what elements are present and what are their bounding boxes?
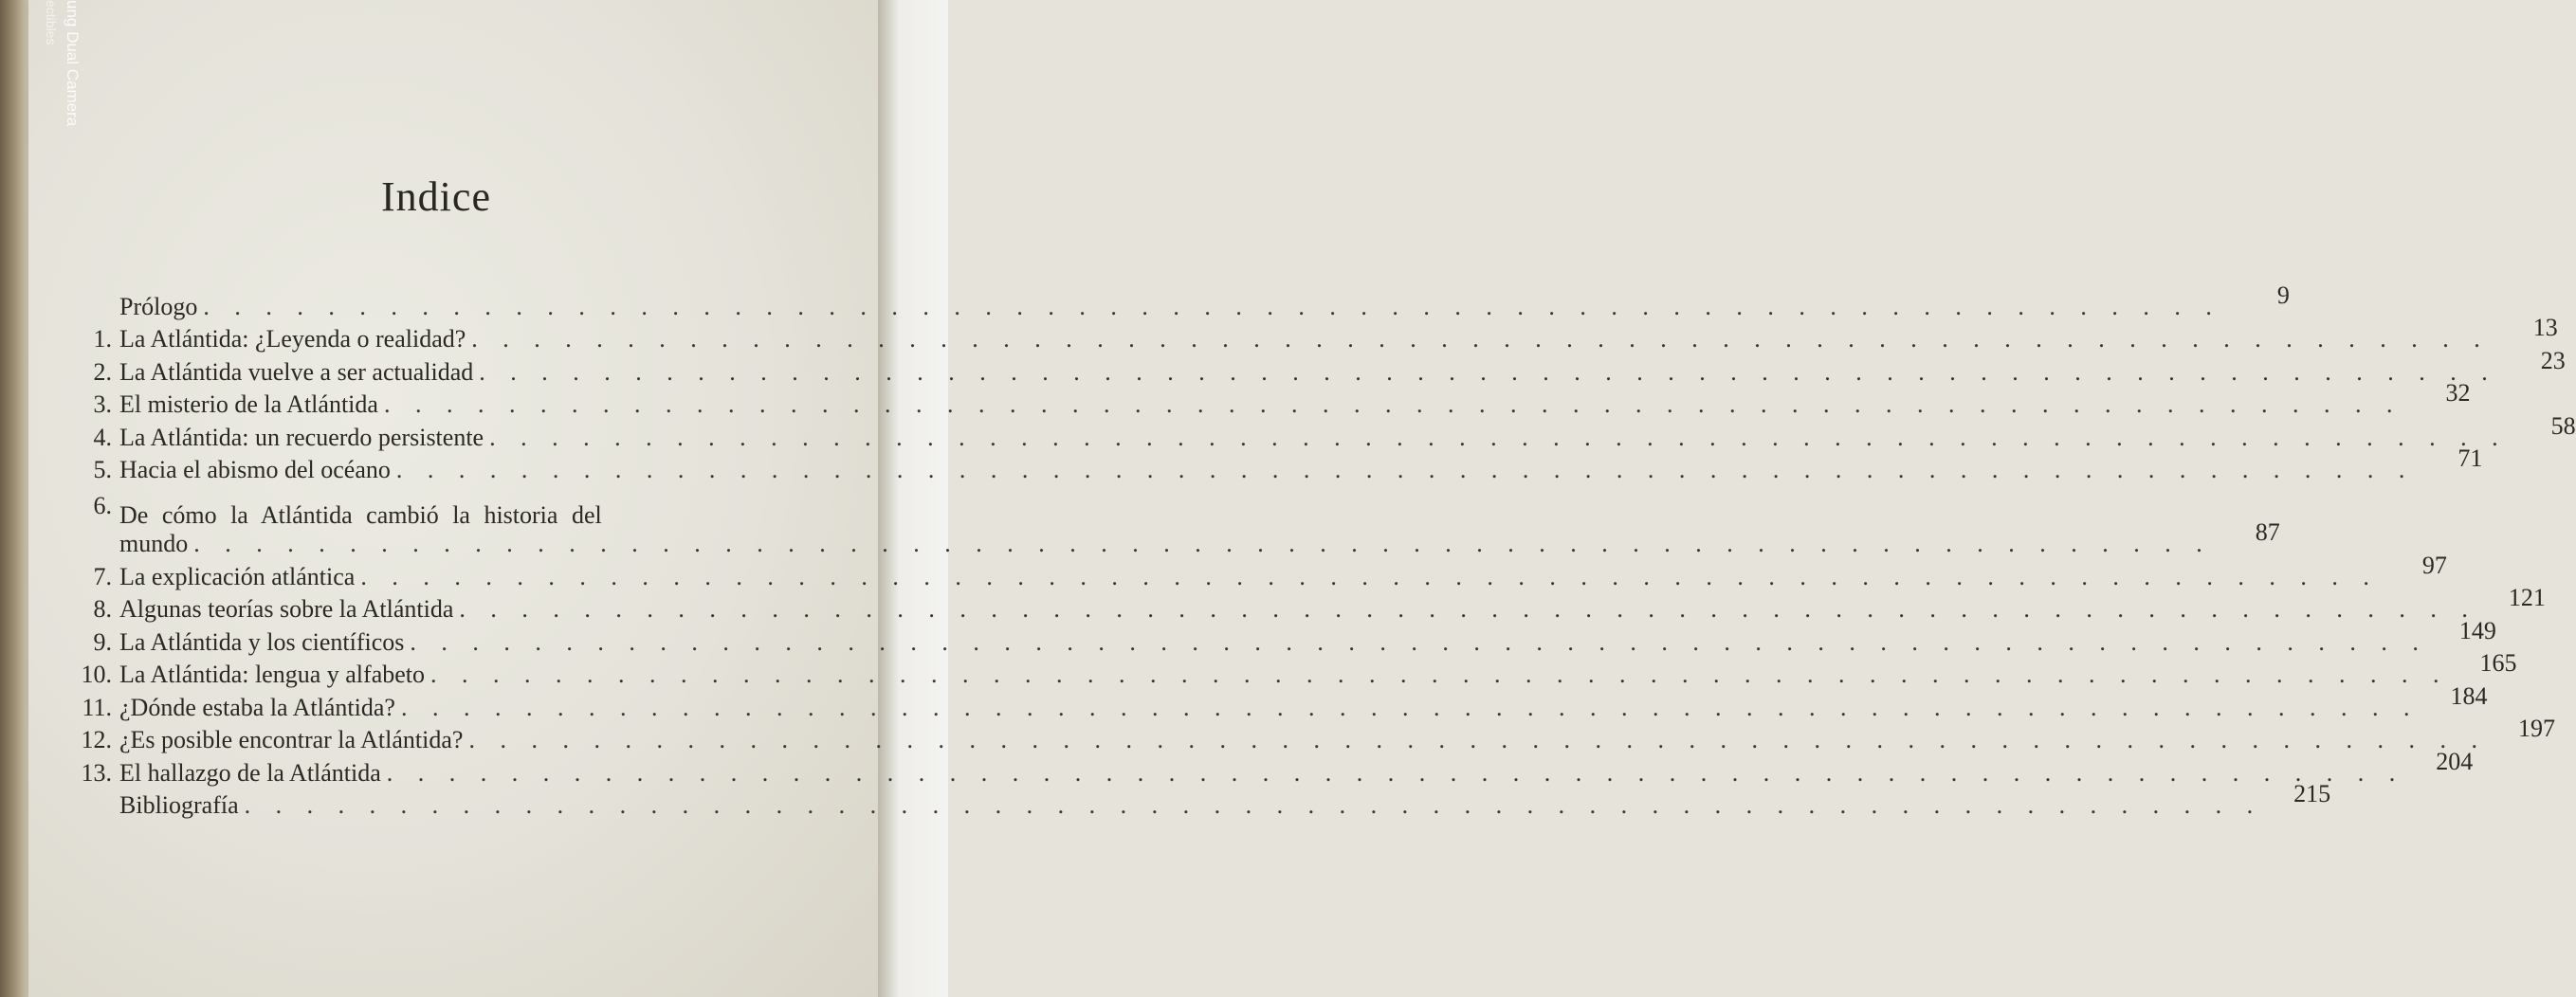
entry-title: Bibliografía bbox=[119, 791, 239, 819]
toc-entry-prologo bbox=[57, 281, 2290, 321]
entry-title: La Atlántida: lengua y alfabeto bbox=[119, 661, 425, 688]
watermark-line-2: ectibles bbox=[44, 0, 59, 45]
page-title: Indice bbox=[381, 173, 491, 220]
entry-page-number: 58 bbox=[2550, 411, 2576, 440]
leader-dots bbox=[396, 456, 2415, 484]
entry-number: 8. bbox=[93, 595, 112, 623]
leader-dots bbox=[387, 759, 2405, 788]
camera-watermark bbox=[42, 0, 89, 190]
entry-number: 6. bbox=[93, 492, 112, 519]
entry-title: Hacia el abismo del océano bbox=[119, 456, 391, 483]
toc-entry-2 bbox=[57, 346, 2566, 387]
entry-page-number: 13 bbox=[2532, 314, 2558, 341]
entry-page-number: 184 bbox=[2450, 681, 2488, 710]
entry-page-number: 121 bbox=[2508, 584, 2546, 611]
entry-title: La Atlántida: ¿Leyenda o realidad? bbox=[119, 325, 466, 353]
entry-page-number: 149 bbox=[2458, 616, 2496, 644]
leader-dots bbox=[459, 595, 2477, 624]
entry-number: 1. bbox=[93, 325, 112, 353]
entry-title: Algunas teorías sobre la Atlántida bbox=[119, 595, 454, 623]
toc-entry-6 bbox=[57, 484, 2280, 558]
toc-entry-1 bbox=[57, 314, 2558, 354]
toc-entry-12 bbox=[57, 715, 2555, 755]
toc-entry-3 bbox=[57, 379, 2471, 420]
entry-page-number: 71 bbox=[2457, 444, 2483, 472]
leader-dots bbox=[401, 694, 2420, 722]
entry-page-number: 197 bbox=[2517, 715, 2555, 742]
entry-page-number: 97 bbox=[2421, 551, 2447, 579]
entry-title: La Atlántida: un recuerdo persistente bbox=[119, 423, 484, 451]
entry-number: 12. bbox=[81, 726, 112, 753]
leader-dots bbox=[203, 293, 2221, 321]
leader-dots bbox=[384, 390, 2402, 419]
toc-entry-5 bbox=[57, 444, 2483, 485]
toc-entry-13 bbox=[57, 747, 2474, 788]
entry-page-number: 32 bbox=[2445, 379, 2471, 407]
leader-dots bbox=[489, 424, 2508, 452]
entry-number: 11. bbox=[82, 693, 112, 721]
entry-number: 5. bbox=[93, 456, 112, 483]
toc-entry-7 bbox=[57, 551, 2447, 591]
entry-number: 10. bbox=[81, 661, 112, 688]
leader-dots bbox=[360, 563, 2379, 591]
leader-dots bbox=[193, 530, 2212, 558]
entry-page-number: 87 bbox=[2255, 518, 2280, 546]
entry-number: 13. bbox=[81, 758, 112, 787]
leader-dots bbox=[430, 661, 2449, 689]
entry-title: Prólogo bbox=[119, 292, 198, 320]
toc-entry-bibliografia bbox=[57, 780, 2331, 821]
entry-title: El hallazgo de la Atlántida bbox=[119, 758, 381, 787]
leader-dots bbox=[471, 325, 2490, 353]
entry-title: El misterio de la Atlántida bbox=[119, 390, 378, 418]
toc-entry-11 bbox=[57, 681, 2488, 722]
table-of-contents bbox=[57, 281, 2576, 820]
entry-number: 4. bbox=[93, 423, 112, 451]
entry-title: La Atlántida vuelve a ser actualidad bbox=[119, 357, 474, 386]
entry-page-number: 9 bbox=[2276, 281, 2290, 309]
leader-dots bbox=[479, 358, 2497, 387]
entry-number: 3. bbox=[93, 390, 112, 418]
leader-dots bbox=[410, 628, 2428, 657]
entry-title: ¿Es posible encontrar la Atlántida? bbox=[119, 726, 464, 753]
watermark-line-1: ung Dual Camera bbox=[64, 0, 82, 127]
toc-entry-9 bbox=[57, 616, 2496, 657]
toc-entry-8 bbox=[57, 584, 2546, 625]
entry-title: La explicación atlántica bbox=[119, 562, 356, 590]
toc-entry-4 bbox=[57, 411, 2576, 452]
entry-page-number: 165 bbox=[2479, 649, 2517, 677]
entry-title: La Atlántida y los científicos bbox=[119, 627, 405, 656]
entry-title: ¿Dónde estaba la Atlántida? bbox=[119, 693, 395, 721]
toc-entry-10 bbox=[57, 649, 2517, 690]
entry-title-continued: mundo bbox=[119, 530, 189, 557]
entry-page-number: 204 bbox=[2436, 747, 2474, 775]
entry-title: De cómo la Atlántida cambió la historia del bbox=[119, 501, 602, 529]
entry-number: 7. bbox=[93, 562, 112, 590]
entry-page-number: 23 bbox=[2540, 346, 2566, 374]
page-edge bbox=[878, 0, 948, 997]
entry-number: 2. bbox=[93, 357, 112, 386]
entry-number: 9. bbox=[93, 627, 112, 656]
entry-page-number: 215 bbox=[2293, 780, 2331, 807]
leader-dots bbox=[468, 726, 2487, 754]
leader-dots bbox=[245, 791, 2263, 820]
